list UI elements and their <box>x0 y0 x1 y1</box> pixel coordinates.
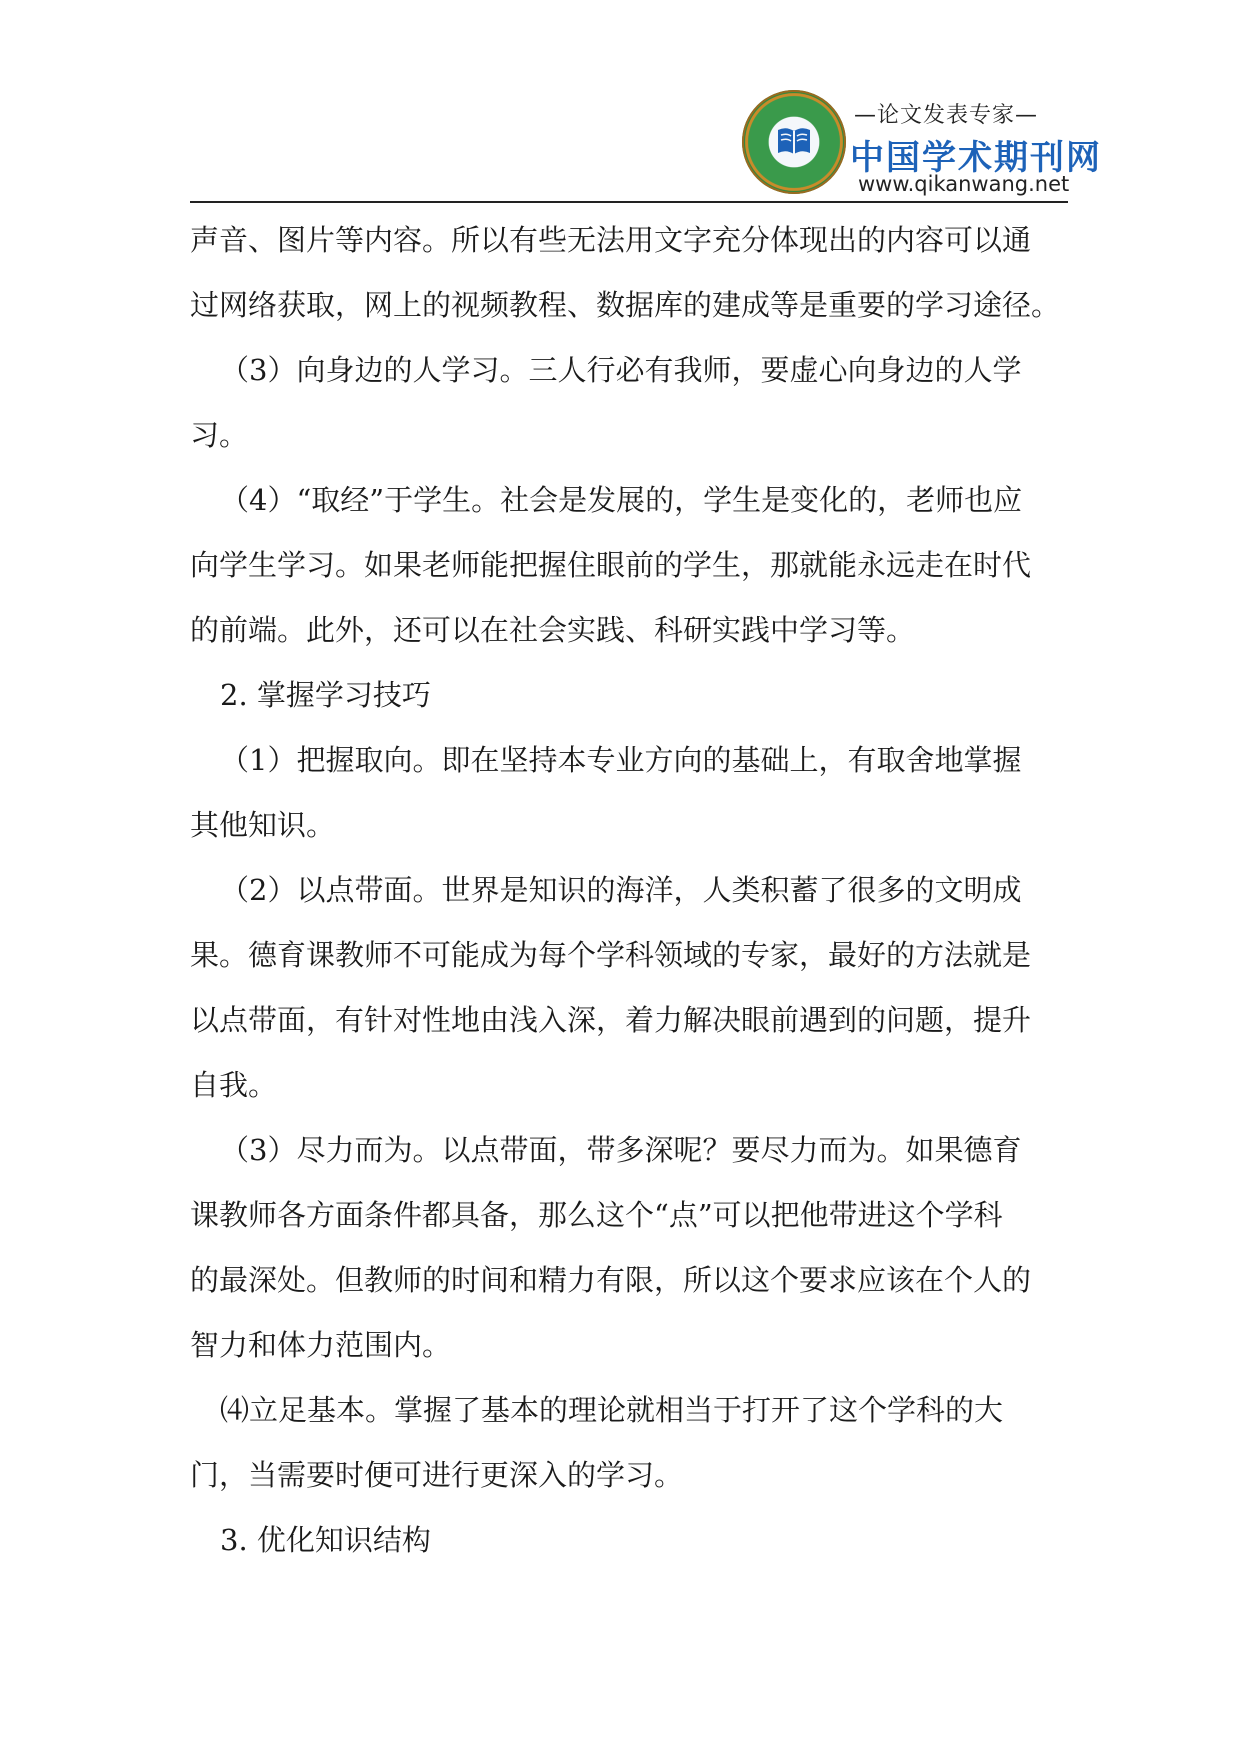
paragraph-start: （3）向身边的人学习。三人行必有我师，要虚心向身边的人学 <box>220 353 1022 387</box>
book-icon <box>776 126 812 156</box>
text-line: 习。 <box>190 418 249 452</box>
logo-name: 中国学术期刊网 <box>850 138 1102 178</box>
text-line: 门，当需要时便可进行更深入的学习。 <box>190 1458 684 1492</box>
text-line: 以点带面，有针对性地由浅入深，着力解决眼前遇到的问题，提升 <box>190 1003 1032 1037</box>
section-heading: 2. 掌握学习技巧 <box>220 678 431 712</box>
text-line: 智力和体力范围内。 <box>190 1328 452 1362</box>
paragraph-start: （1）把握取向。即在坚持本专业方向的基础上，有取舍地掌握 <box>220 743 1022 777</box>
document-body <box>190 208 1070 1573</box>
text-line: 向学生学习。如果老师能把握住眼前的学生，那就能永远走在时代 <box>190 548 1032 582</box>
text-line: 声音、图片等内容。所以有些无法用文字充分体现出的内容可以通 <box>190 223 1032 257</box>
text-line: 果。德育课教师不可能成为每个学科领域的专家，最好的方法就是 <box>190 938 1032 972</box>
text-line: 的最深处。但教师的时间和精力有限，所以这个要求应该在个人的 <box>190 1263 1032 1297</box>
logo-url: www.qikanwang.net <box>858 172 1070 196</box>
text-line: 自我。 <box>190 1068 278 1102</box>
text-line: 过网络获取，网上的视频教程、数据库的建成等是重要的学习途径。 <box>190 288 1061 322</box>
section-heading: 3. 优化知识结构 <box>220 1523 431 1557</box>
paragraph-start: （3）尽力而为。以点带面，带多深呢？要尽力而为。如果德育 <box>220 1133 1022 1167</box>
paragraph-start: ⑷立足基本。掌握了基本的理论就相当于打开了这个学科的大 <box>220 1393 1004 1427</box>
text-line: 其他知识。 <box>190 808 336 842</box>
paragraph-start: （4）“取经”于学生。社会是发展的，学生是变化的，老师也应 <box>220 483 1023 517</box>
text-line: 的前端。此外，还可以在社会实践、科研实践中学习等。 <box>190 613 916 647</box>
site-logo <box>742 90 1102 200</box>
text-line: 课教师各方面条件都具备，那么这个“点”可以把他带进这个学科 <box>190 1198 1003 1232</box>
paragraph-start: （2）以点带面。世界是知识的海洋，人类积蓄了很多的文明成 <box>220 873 1022 907</box>
seal-emblem <box>742 90 846 194</box>
logo-tagline: —论文发表专家— <box>854 103 1039 128</box>
header-divider <box>190 201 1068 203</box>
